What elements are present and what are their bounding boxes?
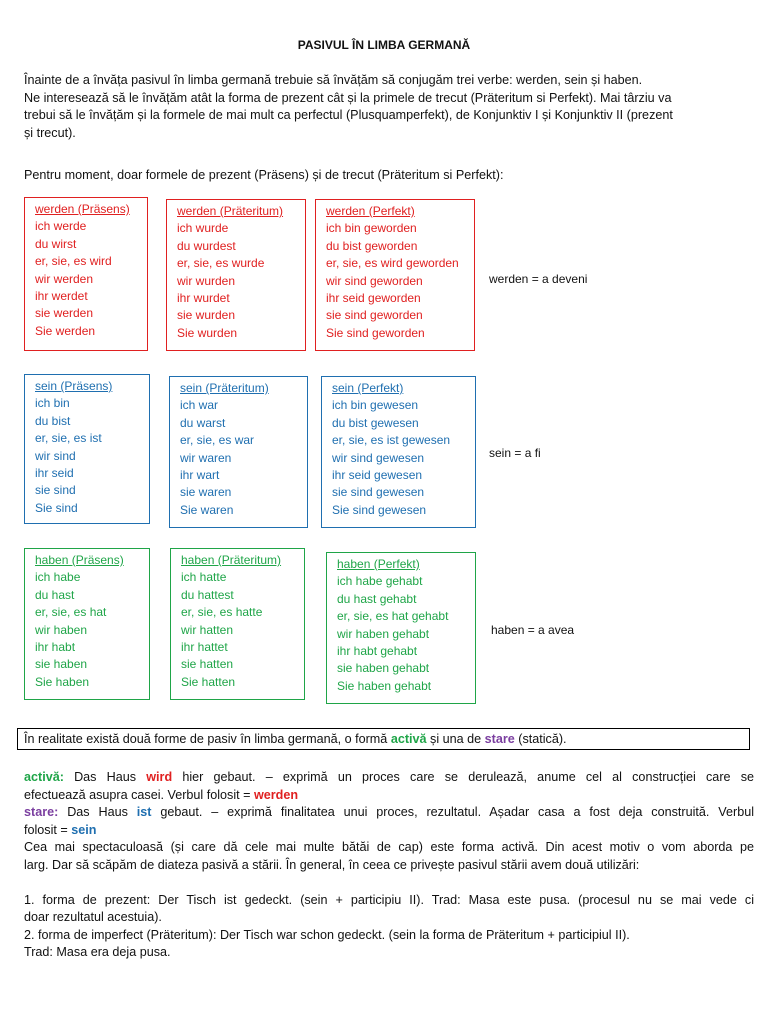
use-line: 1. forma de prezent: Der Tisch ist gedeckt. (sein + participiu II). Trad: Masa este pusa. (procesul nu se mai vede ci [24, 892, 754, 907]
conj-line: sie sind [35, 483, 76, 498]
intro-line: trebui să le învățăm și la formele de mai mult ca perfectul (Plusquamperfekt), de Konjunktiv I și Konjunktiv II (prezent [24, 108, 673, 122]
stare-ist: ist [136, 805, 152, 819]
conj-line: wir waren [180, 450, 232, 465]
conj-line: er, sie, es hat [35, 605, 107, 620]
conj-line: du hast [35, 587, 75, 602]
box-header: werden (Präsens) [35, 202, 130, 216]
conj-line: sie waren [180, 485, 232, 500]
sein-perfekt-box [321, 376, 476, 528]
conj-line: ihr wurdet [177, 291, 230, 306]
conj-line: Sie haben [35, 674, 90, 689]
activa-text: efectuează asupra casei. Verbul folosit = [24, 787, 254, 802]
conj-line: er, sie, es hat gehabt [337, 609, 449, 624]
conj-line: wir sind geworden [326, 273, 423, 288]
forms-text: În realitate există două forme de pasiv în limba germană, o formă [24, 732, 391, 746]
conj-line: Sie sind geworden [326, 325, 425, 340]
conj-line: wir haben [35, 622, 88, 637]
conj-line: ihr werdet [35, 289, 88, 304]
box-header: sein (Präteritum) [180, 381, 269, 395]
conj-line: er, sie, es ist [35, 431, 102, 446]
haben-prasens-box [24, 548, 150, 700]
conj-line: ich habe [35, 570, 81, 585]
passive-forms-box [17, 728, 750, 750]
stare-text: folosit = [24, 822, 72, 837]
stare-label: stare: [24, 805, 59, 819]
conj-line: sie haben gehabt [337, 661, 430, 676]
forms-text: și una de [426, 732, 485, 746]
conj-line: sie wurden [177, 308, 236, 323]
spectacular-line: larg. Dar să scăpăm de diateza pasivă a stării. În general, în ceea ce privește pasivul stării avem două utilizări: [24, 857, 640, 872]
forms-activa: activă [390, 732, 427, 746]
sein-prasens-box [24, 374, 150, 524]
conj-line: ich habe gehabt [337, 574, 423, 589]
conj-line: sie sind geworden [326, 308, 423, 323]
conj-line: ich bin geworden [326, 221, 417, 236]
page-title: PASIVUL ÎN LIMBA GERMANĂ [297, 38, 471, 52]
activa-text: hier gebaut. – exprimă un proces care se derulează, anume cel al construcției care se [172, 770, 754, 784]
conj-line: Sie sind gewesen [332, 502, 427, 517]
forms-text: (statică). [514, 732, 567, 746]
conj-line: du bist gewesen [332, 415, 419, 430]
conj-line: Sie haben gehabt [337, 678, 432, 693]
conj-line: wir wurden [177, 273, 236, 288]
use-line: doar rezultatul acestuia). [24, 910, 162, 924]
conj-line: wir sind gewesen [332, 450, 425, 465]
conj-line: ich wurde [177, 221, 229, 236]
conj-line: Sie wurden [177, 325, 238, 340]
box-header: werden (Perfekt) [326, 204, 415, 218]
werden-prasens-box [24, 197, 148, 351]
conj-line: wir sind [35, 448, 76, 463]
werden-prateritum-box [166, 199, 306, 351]
conj-line: du wirst [35, 236, 77, 251]
conj-line: ihr seid gewesen [332, 468, 423, 483]
box-header: sein (Präsens) [35, 379, 113, 393]
conj-line: sie sind gewesen [332, 485, 425, 500]
conj-line: sie werden [35, 306, 94, 321]
conj-line: Sie hatten [181, 674, 236, 689]
conj-line: er, sie, es wird geworden [326, 256, 459, 271]
intro-line: Ne interesează să le învățăm atât la forma de prezent cât și la primele de trecut (Präteritum si Perfekt). Mai târziu va [24, 90, 672, 105]
spectacular-line: Cea mai spectaculoasă (și care dă cele mai multe bătăi de cap) este forma activă. Din acest motiv o vom aborda pe [24, 840, 754, 854]
conj-line: du hattest [181, 587, 234, 602]
box-header: sein (Perfekt) [332, 381, 404, 395]
conj-line: ich bin gewesen [332, 398, 419, 413]
activa-text: Das Haus [63, 770, 147, 784]
box-header: haben (Perfekt) [337, 557, 420, 571]
conj-line: er, sie, es wird [35, 254, 112, 269]
conj-line: ihr habt gehabt [337, 644, 418, 659]
sein-meaning: sein = a fi [489, 446, 541, 460]
activa-line2 [24, 787, 754, 805]
conj-line: du wurdest [177, 238, 236, 253]
box-header: haben (Präteritum) [181, 553, 282, 567]
conj-line: sie hatten [181, 657, 234, 672]
conj-line: wir haben gehabt [337, 626, 430, 641]
use-line: 2. forma de imperfect (Präteritum): Der Tisch war schon gedeckt. (sein la forma de Präteritum + participiul II). [24, 927, 630, 942]
conj-line: du hast gehabt [337, 591, 417, 606]
conj-line: er, sie, es ist gewesen [332, 433, 451, 448]
activa-werden: werden [253, 787, 299, 802]
conj-line: Sie werden [35, 323, 96, 338]
conj-line: ich bin [35, 396, 70, 411]
conj-line: du warst [180, 415, 226, 430]
intro-line: și trecut). [24, 125, 76, 140]
activa-wird: wird [146, 770, 173, 784]
conj-line: Sie sind [35, 500, 78, 515]
stare-sein: sein [71, 822, 97, 837]
werden-meaning: werden = a deveni [489, 272, 588, 286]
conj-line: ihr hattet [181, 640, 228, 655]
conj-line: ich werde [35, 219, 87, 234]
conj-line: ich hatte [181, 570, 227, 585]
conj-line: wir werden [35, 271, 94, 286]
conj-line: ihr seid [35, 466, 74, 481]
haben-prateritum-box [170, 548, 305, 700]
box-header: haben (Präsens) [35, 553, 124, 567]
sein-prateritum-box [169, 376, 308, 528]
conj-line: er, sie, es war [180, 433, 255, 448]
use-line: Trad: Masa era deja pusa. [24, 945, 171, 959]
haben-meaning: haben = a avea [491, 623, 575, 637]
conj-line: ich war [180, 398, 219, 413]
moment-line: Pentru moment, doar formele de prezent (Präsens) și de trecut (Präteritum si Perfekt): [24, 168, 504, 182]
conj-line: ihr wart [180, 468, 220, 483]
stare-line [24, 804, 754, 822]
conj-line: du bist [35, 413, 71, 428]
activa-label: activă: [24, 770, 64, 784]
conj-line: du bist geworden [326, 238, 418, 253]
intro-paragraph [24, 72, 754, 142]
conj-line: er, sie, es wurde [177, 256, 265, 271]
explanation-block [24, 769, 754, 962]
stare-text: gebaut. – exprimă finalitatea unui proces, rezultatul. Așadar casa a fost deja construită. Verbul [151, 805, 754, 819]
forms-stare: stare [484, 732, 515, 746]
haben-perfekt-box [326, 552, 476, 704]
conj-line: wir hatten [181, 622, 234, 637]
stare-line2 [24, 822, 754, 840]
activa-line [24, 769, 754, 787]
conj-line: sie haben [35, 657, 88, 672]
werden-perfekt-box [315, 199, 475, 351]
conj-line: er, sie, es hatte [181, 605, 263, 620]
conj-line: Sie waren [180, 502, 234, 517]
stare-text: Das Haus [58, 805, 137, 819]
box-header: werden (Präteritum) [177, 204, 284, 218]
conj-line: ihr seid geworden [326, 291, 421, 306]
intro-line: Înainte de a învăța pasivul în limba germană trebuie să învățăm să conjugăm trei verbe: werden, sein și haben. [24, 73, 643, 87]
conj-line: ihr habt [35, 640, 76, 655]
